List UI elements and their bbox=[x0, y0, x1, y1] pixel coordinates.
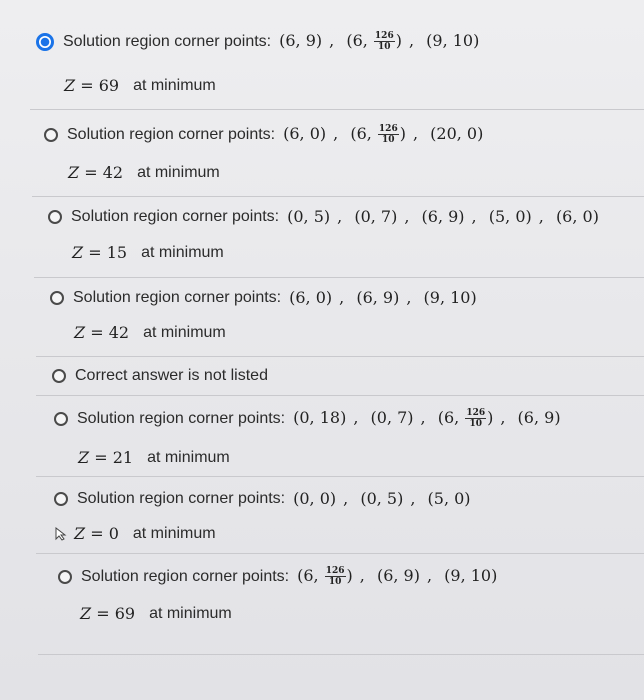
z-value: Z = 69 bbox=[80, 604, 136, 623]
fraction: $\frac{126}{10}$ bbox=[374, 31, 394, 52]
point: (6, 9) bbox=[279, 31, 323, 50]
option-6-prefix: Solution region corner points: bbox=[77, 409, 286, 427]
point: (6, 9) bbox=[421, 207, 465, 226]
option-4-line1 bbox=[50, 288, 479, 307]
option-8-line1 bbox=[58, 566, 499, 587]
option-4-prefix: Solution region corner points: bbox=[73, 288, 282, 306]
radio-unselected-icon[interactable] bbox=[58, 570, 72, 584]
radio-unselected-icon[interactable] bbox=[44, 128, 58, 142]
fraction: $\frac{126}{10}$ bbox=[466, 408, 486, 429]
option-7-points: (0, 0) , (0, 5) , (5, 0) bbox=[293, 489, 471, 508]
point-fraction: (6, $\frac{126}{10}$ ) bbox=[346, 31, 402, 52]
answer-option-4[interactable] bbox=[36, 278, 644, 357]
point: (0, 18) bbox=[293, 408, 347, 427]
at-minimum-label: at minimum bbox=[132, 524, 216, 542]
option-6-line1 bbox=[54, 408, 563, 429]
z-value: Z = 0 bbox=[74, 524, 119, 543]
point: (9, 10) bbox=[426, 31, 480, 50]
z-value: Z = 69 bbox=[64, 76, 120, 95]
option-3-line1 bbox=[48, 207, 601, 226]
radio-unselected-icon[interactable] bbox=[54, 412, 68, 426]
answer-option-7[interactable] bbox=[36, 477, 644, 554]
option-3-points: (0, 5) , (0, 7) , (6, 9) , (5, 0) , (6, 0) bbox=[287, 207, 599, 226]
option-6-line2 bbox=[78, 448, 230, 467]
option-2-points: (6, 0) , (6, $\frac{126}{10}$ ) , (20, 0) bbox=[283, 124, 484, 145]
point-fraction: (6, $\frac{126}{10}$ ) bbox=[350, 124, 406, 145]
option-7-prefix: Solution region corner points: bbox=[77, 489, 286, 507]
option-8-prefix: Solution region corner points: bbox=[81, 567, 290, 585]
option-7-line1 bbox=[54, 489, 473, 508]
z-value: Z = 42 bbox=[74, 323, 130, 342]
fraction: $\frac{126}{10}$ bbox=[378, 124, 398, 145]
at-minimum-label: at minimum bbox=[137, 163, 220, 181]
point: (5, 0) bbox=[488, 207, 532, 226]
point: (9, 10) bbox=[444, 566, 498, 585]
z-value: Z = 15 bbox=[72, 243, 128, 262]
at-minimum-label: at minimum bbox=[149, 604, 232, 622]
option-4-line2 bbox=[74, 323, 226, 342]
radio-unselected-icon[interactable] bbox=[48, 210, 62, 224]
radio-unselected-icon[interactable] bbox=[52, 369, 66, 383]
z-value: Z = 21 bbox=[78, 448, 134, 467]
point: (0, 5) bbox=[360, 489, 404, 508]
mouse-pointer-icon bbox=[54, 527, 68, 541]
point: (5, 0) bbox=[427, 489, 471, 508]
z-value: Z = 42 bbox=[68, 163, 124, 182]
option-7-line2 bbox=[54, 524, 216, 543]
option-1-line1 bbox=[36, 31, 481, 52]
at-minimum-label: at minimum bbox=[141, 243, 224, 261]
point: (20, 0) bbox=[430, 124, 484, 143]
option-5-text: Correct answer is not listed bbox=[75, 367, 268, 384]
point: (9, 10) bbox=[423, 288, 477, 307]
point: (6, 9) bbox=[376, 566, 420, 585]
answer-option-8[interactable] bbox=[38, 554, 644, 655]
option-4-points: (6, 0) , (6, 9) , (9, 10) bbox=[289, 288, 477, 307]
radio-unselected-icon[interactable] bbox=[50, 291, 64, 305]
answer-option-6[interactable] bbox=[36, 396, 644, 477]
answer-option-5[interactable] bbox=[36, 357, 644, 396]
radio-unselected-icon[interactable] bbox=[54, 492, 68, 506]
point-fraction: (6, $\frac{126}{10}$ ) bbox=[297, 566, 353, 587]
answer-option-1[interactable] bbox=[30, 6, 644, 110]
option-8-line2 bbox=[80, 604, 232, 623]
option-8-points: (6, $\frac{126}{10}$ ) , (6, 9) , (9, 10) bbox=[297, 566, 498, 587]
option-3-line2 bbox=[72, 243, 224, 262]
option-2-prefix: Solution region corner points: bbox=[67, 125, 276, 143]
option-2-line1 bbox=[44, 124, 485, 145]
point: (6, 0) bbox=[283, 124, 327, 143]
point: (0, 5) bbox=[287, 207, 331, 226]
option-1-line2 bbox=[64, 76, 216, 95]
option-5-line1 bbox=[52, 367, 268, 385]
at-minimum-label: at minimum bbox=[143, 323, 226, 341]
point: (6, 0) bbox=[289, 288, 333, 307]
point: (6, 9) bbox=[356, 288, 400, 307]
answer-option-2[interactable] bbox=[32, 110, 644, 197]
point: (0, 7) bbox=[370, 408, 414, 427]
option-2-line2 bbox=[68, 163, 220, 182]
option-1-points: (6, 9) , (6, $\frac{126}{10}$ ) , (9, 10) bbox=[279, 31, 480, 52]
point: (0, 7) bbox=[354, 207, 398, 226]
fraction: $\frac{126}{10}$ bbox=[325, 566, 345, 587]
at-minimum-label: at minimum bbox=[133, 76, 216, 94]
point: (6, 0) bbox=[555, 207, 599, 226]
point: (0, 0) bbox=[293, 489, 337, 508]
point: (6, 9) bbox=[517, 408, 561, 427]
option-1-prefix: Solution region corner points: bbox=[63, 32, 272, 50]
option-3-prefix: Solution region corner points: bbox=[71, 207, 280, 225]
at-minimum-label: at minimum bbox=[147, 448, 230, 466]
point-fraction: (6, $\frac{126}{10}$ ) bbox=[437, 408, 494, 429]
answer-option-3[interactable] bbox=[34, 197, 644, 278]
radio-selected-icon[interactable] bbox=[36, 33, 54, 51]
option-6-points: (0, 18) , (0, 7) , (6, $\frac{126}{10}$ ) , (6, 9) bbox=[293, 408, 561, 429]
